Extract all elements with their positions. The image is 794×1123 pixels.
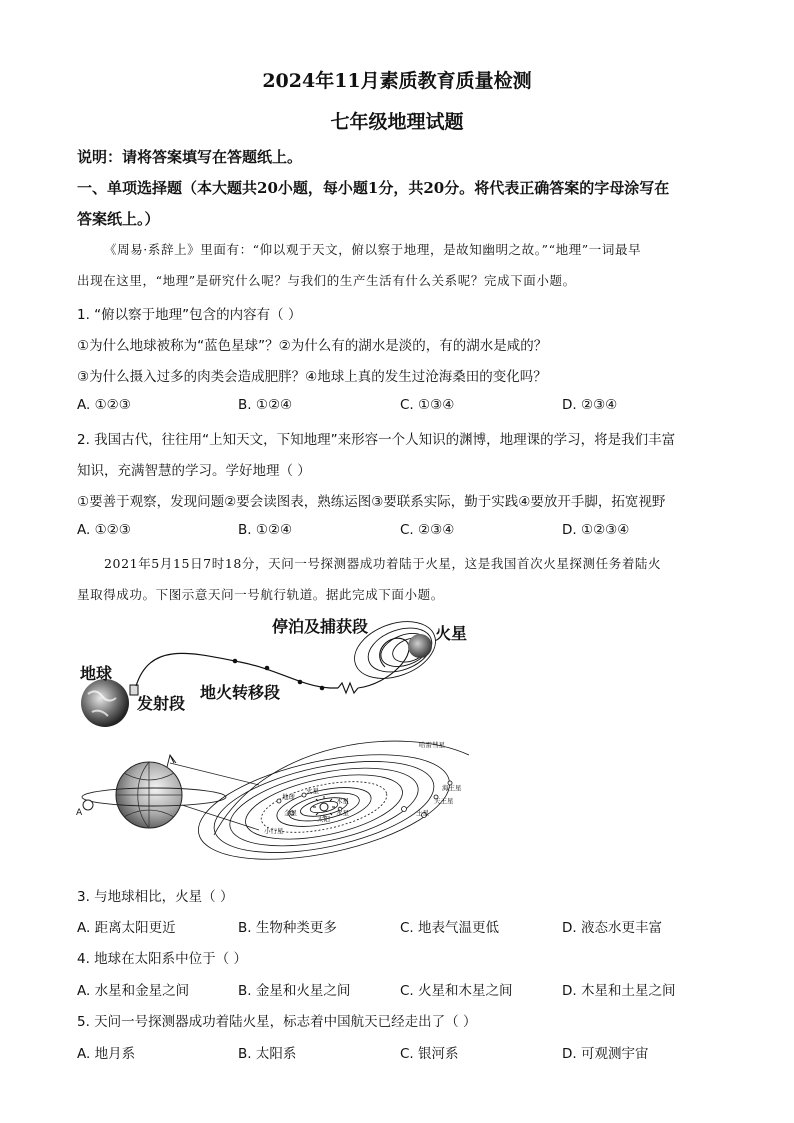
planet-label-mars: 火星 <box>306 787 319 795</box>
braking-spring-icon <box>338 683 358 693</box>
question-1-option-a[interactable]: A. ①②③ <box>77 397 131 413</box>
earth-label: 地球 <box>80 664 113 683</box>
question-2-option-c[interactable]: C. ②③④ <box>400 522 455 538</box>
passage2-line1: 2021年5月15日7时18分，天问一号探测器成功着陆于火星，这是我国首次火星探测任务着陆火 <box>104 556 662 571</box>
parking-label: 停泊及捕获段 <box>272 617 369 636</box>
passage2-line2: 星取得成功。下图示意天问一号航行轨道。据此完成下面小题。 <box>77 587 444 602</box>
question-4-option-c[interactable]: C. 火星和木星之间 <box>400 983 513 999</box>
point-a-label: A <box>76 808 83 818</box>
question-3-option-d[interactable]: D. 液态水更丰富 <box>562 920 662 936</box>
question-5-option-b[interactable]: B. 太阳系 <box>238 1046 297 1062</box>
planet-label-saturn: 土星 <box>416 809 429 817</box>
comet-orbit <box>214 741 469 835</box>
capture-orbit-line <box>358 638 409 688</box>
question-2-option-d[interactable]: D. ①②③④ <box>562 522 630 538</box>
question-2-item-line: ①要善于观察，发现问题②要会读图表，熟练运图③要联系实际，勤于实践④要放开手脚，拓宽视野 <box>77 494 666 510</box>
connector-line-bottom <box>182 805 259 830</box>
question-4-option-d[interactable]: D. 木星和土星之间 <box>562 983 676 999</box>
planet-label-asteroid: 小行星 <box>264 827 284 835</box>
passage1-line1: 《周易·系辞上》里面有：“仰以观于天文，俯以察于地理，是故知幽明之故。”“地理”一词最早 <box>104 242 642 257</box>
question-4-option-a[interactable]: A. 水星和金星之间 <box>77 983 190 999</box>
question-3-option-b[interactable]: B. 生物种类更多 <box>238 920 337 936</box>
question-2-stem-line2: 知识，充满智慧的学习。学好地理（ ） <box>77 463 311 479</box>
earth-icon <box>81 679 129 727</box>
trajectory-diagram <box>70 612 490 732</box>
question-4-stem: 4. 地球在太阳系中位于（ ） <box>77 951 247 967</box>
planet-label-neptune: 海王星 <box>442 784 462 792</box>
launch-label: 发射段 <box>137 694 186 713</box>
question-5-stem: 5. 天问一号探测器成功着陆火星，标志着中国航天已经走出了（ ） <box>77 1014 477 1030</box>
question-1-option-c[interactable]: C. ①③④ <box>400 397 455 413</box>
question-2-stem: 2. 我国古代，往往用“上知天文，下知地理”来形容一个人知识的渊博，地理课的学习，将是我们丰富 <box>77 432 676 448</box>
planet-label-uranus: 天王星 <box>434 797 454 805</box>
question-2-option-a[interactable]: A. ①②③ <box>77 522 131 538</box>
question-2-option-b[interactable]: B. ①②④ <box>238 522 293 538</box>
instruction-note: 说明：请将答案填写在答题纸上。 <box>77 148 303 166</box>
question-5-option-a[interactable]: A. 地月系 <box>77 1046 136 1062</box>
planet-label-earth: 地球 <box>282 793 295 801</box>
globe-icon <box>116 762 182 828</box>
question-1-option-b[interactable]: B. ①②④ <box>238 397 293 413</box>
rotation-arrow-icon <box>167 755 176 767</box>
connector-line-top <box>170 763 259 785</box>
transfer-label: 地火转移段 <box>200 683 281 702</box>
question-3-stem: 3. 与地球相比，火星（ ） <box>77 889 234 905</box>
planet-label-sun: 太阳 <box>317 815 330 823</box>
exam-subtitle: 七年级地理试题 <box>330 111 464 133</box>
question-5-option-c[interactable]: C. 银河系 <box>400 1046 459 1062</box>
passage1-line2: 出现在这里，“地理”是研究什么呢？与我们的生产生活有什么关系呢？完成下面小题。 <box>77 273 576 288</box>
question-1-stem: 1. “俯以察于地理”包含的内容有（ ） <box>77 307 302 323</box>
planet-label-halley: 哈雷彗星 <box>419 741 445 749</box>
planet-label-venus: 金星 <box>284 809 297 817</box>
question-5-option-d[interactable]: D. 可观测宇宙 <box>562 1046 649 1062</box>
question-1-item-line2: ③为什么摄入过多的肉类会造成肥胖？④地球上真的发生过沧海桑田的变化吗？ <box>77 369 547 385</box>
section-heading-line2: 答案纸上。） <box>77 210 160 228</box>
planet-label-mercury: 水星 <box>336 809 349 817</box>
question-1-item-line1: ①为什么地球被称为“蓝色星球”？②为什么有的湖水是淡的，有的湖水是咸的？ <box>77 338 548 354</box>
question-3-option-c[interactable]: C. 地表气温更低 <box>400 920 500 936</box>
solar-system-diagram <box>74 735 474 870</box>
question-4-option-b[interactable]: B. 金星和火星之间 <box>238 983 351 999</box>
exam-title: 2024年11月素质教育质量检测 <box>262 70 532 92</box>
section-heading-line1: 一、单项选择题（本大题共20小题，每小题1分，共20分。将代表正确答案的字母涂写在 <box>77 179 670 197</box>
mars-label: 火星 <box>435 624 468 643</box>
moon-icon <box>83 800 93 810</box>
question-1-option-d[interactable]: D. ②③④ <box>562 397 618 413</box>
planet-label-jupiter: 木星 <box>336 797 349 805</box>
mars-icon <box>408 634 432 658</box>
question-3-option-a[interactable]: A. 距离太阳更近 <box>77 920 176 936</box>
